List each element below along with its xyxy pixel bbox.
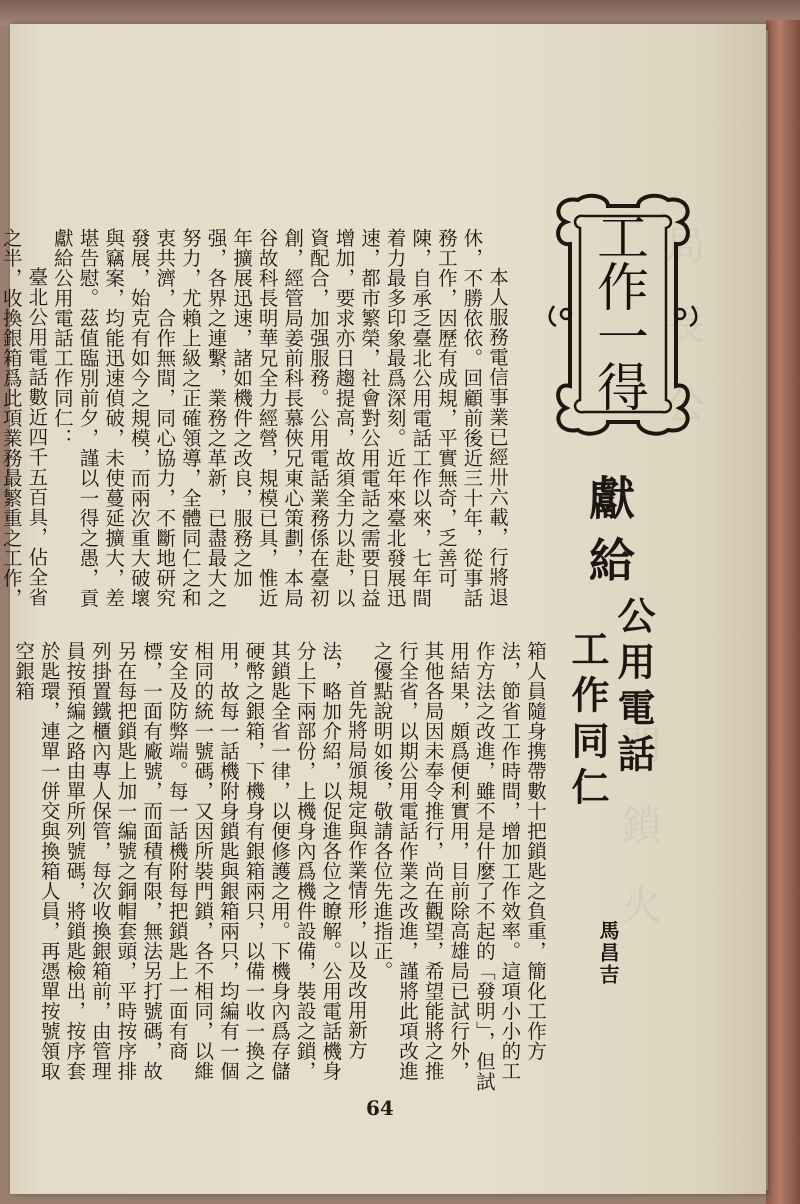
dedication-subheading: 公用電話 [611,596,655,780]
paragraph: 臺北公用電話數近四千五百具，佔全省之半，收換銀箱爲此項業務最繁重之工作， [0,228,49,608]
dedication-heading: 獻給 [582,474,636,598]
title-char: 工 [596,209,649,269]
article-title [581,209,665,419]
title-char: 一 [596,309,649,369]
page-number: 64 [366,1096,394,1120]
bleed-through-text: 門 鎖 火 [615,724,661,924]
article-body-lower [12,641,548,1093]
dedication-subheading: 工作同仁 [565,629,609,813]
paragraph: 首先將局頒規定與作業情形，以及改用新方法，略加介紹，以促進各位之瞭解。公用電話機身分上下兩部份，上機身內爲機件設備，裝設之鎖，其鎖匙全省一律，以便修護之用。下機身內爲存儲硬幣之銀箱，下機身有銀箱兩只，以備一收一換之用，故每一話機附身鎖匙與銀箱兩只，均編有一個相同的統一號碼，又因所裝門鎖，各不相同，以維安全及防弊端。每一話機附每把鎖匙上一面有商標，一面有廠號，而面積有限，無法另打號碼，故另在每把鎖匙上加一編號之銅帽套頭，平時按序排列掛置鐵櫃內專人保管，每次收換銀箱前，由管理員按預編之路由單所列號碼，將鎖匙檢出，按序套於匙環，連單一併交與換箱人員，再憑單按號領取空銀箱 [12,641,368,1081]
paragraph: 本人服務電信事業已經卅六載，行將退休，不勝依依。回顧前後近三十年，從事話務工作，因歷有成規，平實無奇，乏善可陳，自承乏臺北公用電話工作以來，七年間着力最多印象最爲深刻。近年來臺北發展迅速，都市繁榮，社會對公用電話之需要日益增加，要求亦日趨提高，故須全力以赴，以資配合，加强服務。公用電話業務係在臺初創，經管局姜前科長慕俠兄東心策劃，本局谷故科長明華兄全力經營，規模已具，惟近年擴展迅速，諸如機件之改良，服務之加强，各界之連繫，業務之革新，已盡最大之努力，尤賴上級之正確領導，全體同仁之和衷共濟，合作無間，同心協力，不斷地研究發展，始克有如今之規模，而兩次重大破壞與竊案，均能迅速偵破，未使蔓延擴大，差堪告慰。茲值臨別前夕，謹以一得之愚，貢獻給公用電話工作同仁： [50,228,509,608]
title-char: 作 [596,259,649,319]
title-char: 得 [596,359,649,419]
bleed-through-text: 局 長 公 [659,224,705,424]
paragraph: 箱人員隨身携帶數十把鎖匙之負重，簡化工作方法，節省工作時間，增加工作效率。這項小小的工作方法之改進，雖不是什麼了不起的「發明」，但試用結果，頗爲便利實用，目前除高雄局已試行外，其他各局因未奉令推行，尚在觀望，希望能將之推行全省，以期公用電話作業之改進，謹將此項改進之優點說明如後，敬請各位先進指正。 [370,641,547,1092]
author-name: 馬昌吉 [596,920,620,986]
book-cover-top-edge [0,0,800,26]
article-body-upper [0,228,510,616]
title-ornamental-frame [548,186,698,442]
book-spine [766,20,800,1204]
